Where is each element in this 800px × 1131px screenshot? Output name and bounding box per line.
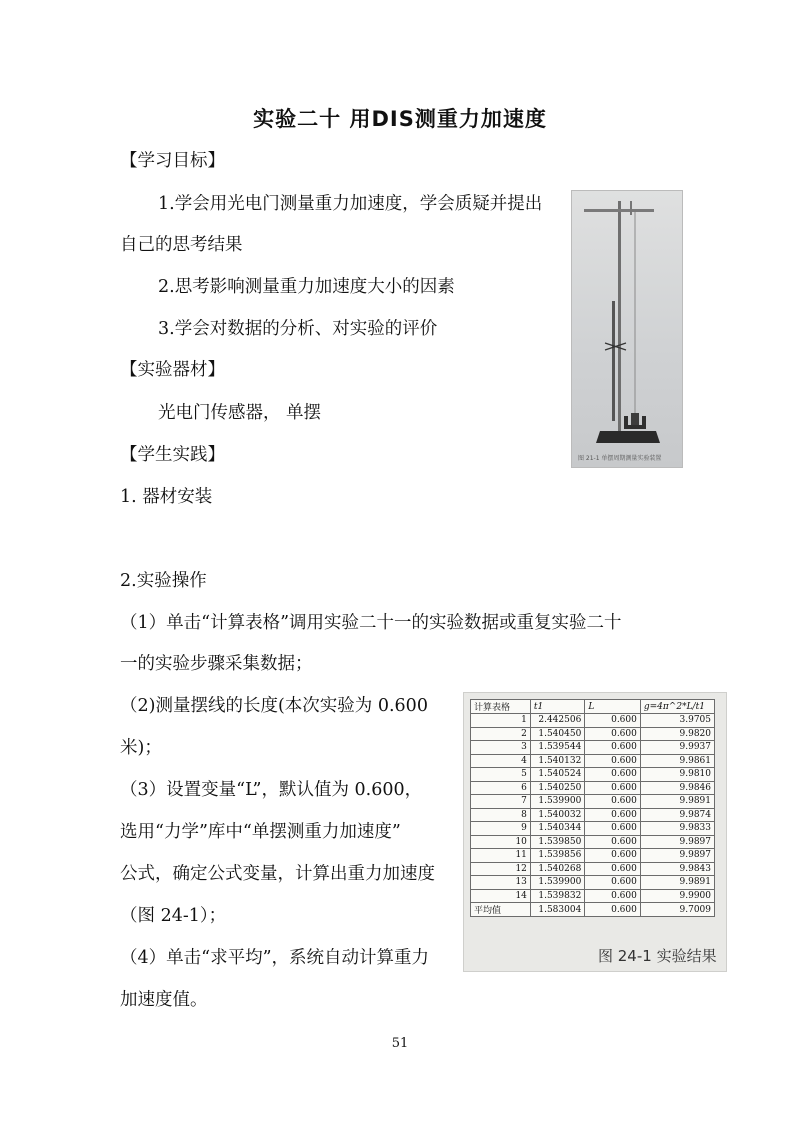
table-cell: 1.540250 [530,781,584,795]
table-row [471,727,715,741]
table-cell: 9 [471,822,531,836]
operation-2-line-1: （2)测量摆线的长度(本次实验为 0.600 [120,696,428,716]
table-cell: 0.600 [585,795,641,809]
table-cell: 1.539832 [530,889,584,903]
table-cell: 0.600 [585,862,641,876]
table-cell: 9.9843 [640,862,714,876]
materials-list: 光电门传感器， 单摆 [158,403,322,423]
table-cell: 9.9900 [640,889,714,903]
table-cell: 0.600 [585,876,641,890]
table-cell: 3.9705 [640,714,714,728]
table-cell: 12 [471,862,531,876]
table-caption: 图 24-1 实验结果 [598,947,717,965]
table-cell: 1.539856 [530,849,584,863]
table-cell: 9.9874 [640,808,714,822]
operation-4-line-1: （4）单击“求平均”，系统自动计算重力 [120,948,430,968]
table-cell: 0.600 [585,808,641,822]
objective-1-line-1: 1.学会用光电门测量重力加速度，学会质疑并提出 [158,194,543,214]
table-cell: 9.9897 [640,835,714,849]
table-cell: 6 [471,781,531,795]
table-cell: 10 [471,835,531,849]
table-cell: 0.600 [585,781,641,795]
operation-3-line-2: 选用“力学”库中“单摆测重力加速度” [120,822,401,842]
objective-3: 3.学会对数据的分析、对实验的评价 [158,319,438,339]
table-row [471,876,715,890]
table-cell: 9.9897 [640,849,714,863]
objective-2: 2.思考影响测量重力加速度大小的因素 [158,277,455,297]
operation-1-line-1: （1）单击“计算表格”调用实验二十一的实验数据或重复实验二十 [120,613,622,633]
table-row [471,714,715,728]
table-cell: 1.539850 [530,835,584,849]
table-cell: 1 [471,714,531,728]
results-table-photo [463,692,727,972]
table-row [471,862,715,876]
table-cell: 0.600 [585,889,641,903]
table-row [471,795,715,809]
table-cell: 1.583004 [530,903,584,917]
calculation-table [470,699,715,917]
table-cell: 5 [471,768,531,782]
table-row [471,808,715,822]
operation-3-line-3: 公式，确定公式变量，计算出重力加速度 [120,864,435,884]
table-cell: 9.9810 [640,768,714,782]
practice-heading: 【学生实践】 [120,445,225,465]
table-cell: 13 [471,876,531,890]
table-cell: 9.9861 [640,754,714,768]
step-1-heading: 1. 器材安装 [120,487,213,507]
table-cell: 9.9833 [640,822,714,836]
table-cell: 1.540268 [530,862,584,876]
table-header-row [471,700,715,714]
table-cell: 2.442506 [530,714,584,728]
table-cell: 14 [471,889,531,903]
table-cell: 1.539900 [530,876,584,890]
table-cell: 2 [471,727,531,741]
table-cell: 9.9846 [640,781,714,795]
table-cell: 1.539544 [530,741,584,755]
table-cell: 1.540450 [530,727,584,741]
table-cell: 0.600 [585,741,641,755]
page-number: 51 [391,1036,409,1051]
table-row [471,754,715,768]
table-cell: 1.540344 [530,822,584,836]
table-row [471,849,715,863]
table-cell: 9.9937 [640,741,714,755]
table-cell: 0.600 [585,727,641,741]
table-cell: 1.539900 [530,795,584,809]
table-row [471,781,715,795]
objectives-heading: 【学习目标】 [120,151,225,171]
table-row [471,822,715,836]
table-cell: 9.9891 [640,876,714,890]
operation-3-line-4: （图 24-1）； [120,906,227,926]
pendulum-apparatus-photo [571,190,683,468]
table-cell: 0.600 [585,849,641,863]
page-title: 实验二十 用DIS测重力加速度 [253,107,547,131]
table-cell: 8 [471,808,531,822]
table-cell: 1.540032 [530,808,584,822]
table-cell: 7 [471,795,531,809]
table-header-cell: 计算表格 [471,700,531,714]
table-cell: 0.600 [585,714,641,728]
table-row [471,889,715,903]
operation-1-line-2: 一的实验步骤采集数据； [120,654,313,674]
table-row [471,768,715,782]
objective-1-line-2: 自己的思考结果 [120,235,243,255]
table-cell: 0.600 [585,754,641,768]
operation-2-line-2: 米)； [120,738,162,758]
table-cell: 0.600 [585,903,641,917]
table-row [471,741,715,755]
table-cell: 0.600 [585,822,641,836]
table-cell: 0.600 [585,768,641,782]
table-row [471,835,715,849]
table-cell: 0.600 [585,835,641,849]
table-cell: 9.9891 [640,795,714,809]
table-cell: 4 [471,754,531,768]
step-2-heading: 2.实验操作 [120,571,207,591]
operation-3-line-1: （3）设置变量“L”，默认值为 0.600， [120,780,423,800]
table-cell: 9.9820 [640,727,714,741]
table-cell: 3 [471,741,531,755]
table-header-cell: L [585,700,641,714]
operation-4-line-2: 加速度值。 [120,990,208,1010]
table-cell: 1.540132 [530,754,584,768]
table-header-cell: g=4π^2*L/t1 [640,700,714,714]
pendulum-stand-illustration [572,191,682,467]
table-average-row [471,903,715,917]
average-label-cell: 平均值 [471,903,531,917]
table-cell: 1.540524 [530,768,584,782]
table-cell: 9.7009 [640,903,714,917]
table-cell: 11 [471,849,531,863]
photo-caption: 图 21-1 单摆周期测量实验装置 [578,455,662,462]
table-header-cell: t1 [530,700,584,714]
materials-heading: 【实验器材】 [120,360,225,380]
